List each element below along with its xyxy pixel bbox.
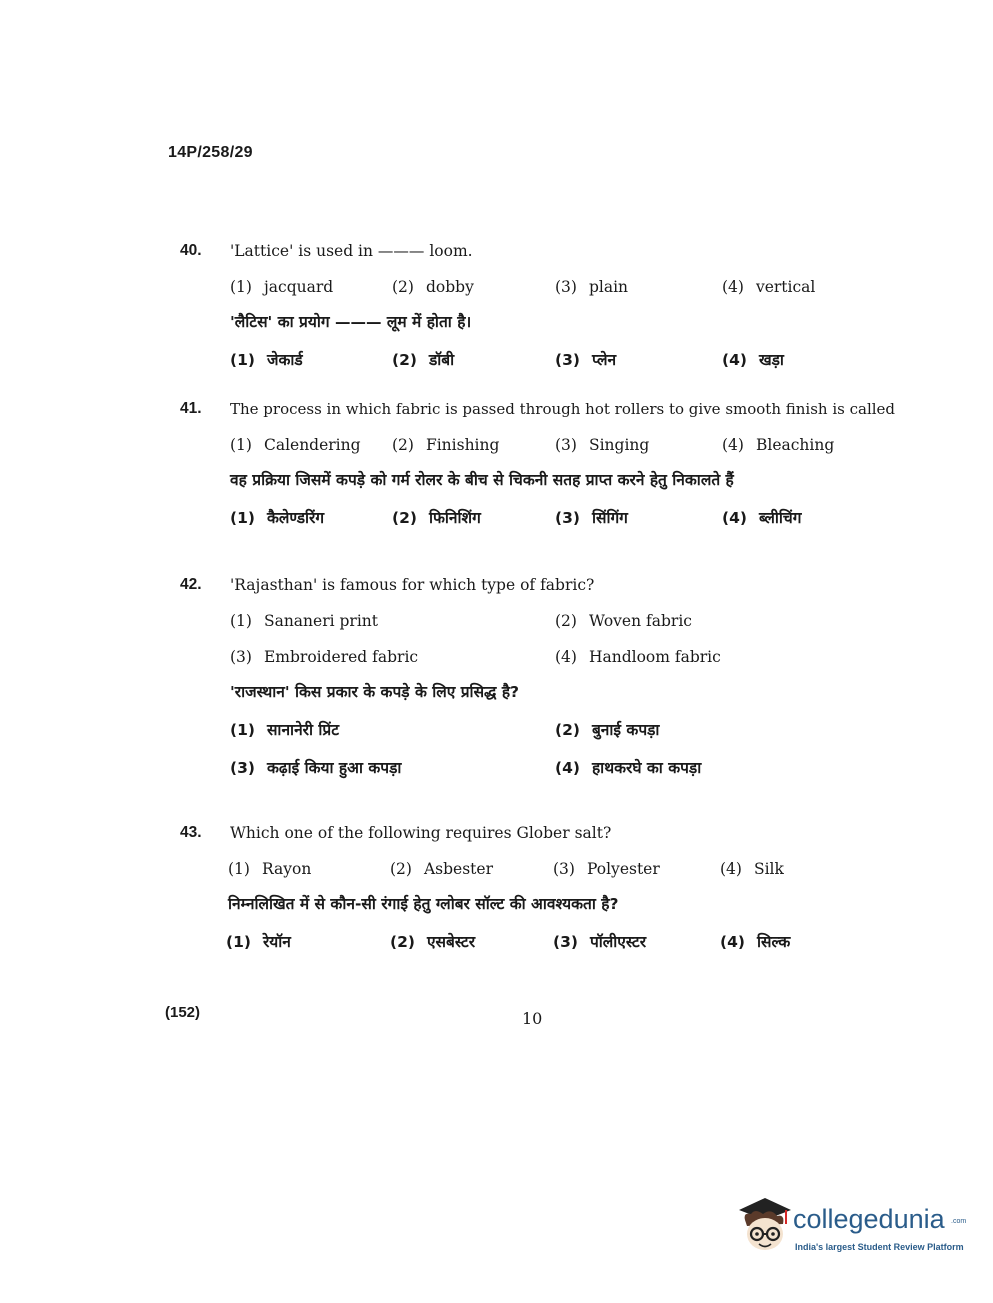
options-en-row1: (1) Sananeri print (2) Woven fabric [230,612,692,630]
paper-code: 14P/258/29 [168,144,253,161]
options-hi-row1: (1) सानानेरी प्रिंट (2) बुनाई कपड़ा [230,721,660,739]
logo-wordmark: collegedunia [793,1204,945,1234]
question-40 [180,242,920,372]
option-1: (1) jacquard [230,278,334,296]
question-number: 40. [180,242,202,259]
question-number: 42. [180,576,202,593]
question-41 [180,400,920,530]
question-text-en: Which one of the following requires Glober salt? [230,824,612,842]
question-text-en: 'Rajasthan' is famous for which type of fabric? [230,576,595,594]
page-number: 10 [522,1009,543,1028]
options-hi: (1) रेयॉन (2) एसबेस्टर (3) पॉलीएस्टर (4) सिल्क [226,933,791,951]
options-en-row2: (3) Embroidered fabric (4) Handloom fabric [230,648,721,666]
question-43 [180,824,920,954]
options-en: (1) Rayon (2) Asbester (3) Polyester (4) Silk [228,860,784,878]
question-text-en: 'Lattice' is used in ——— loom. [230,242,473,260]
question-text-en: The process in which fabric is passed through hot rollers to give smooth finish is called [230,400,896,418]
options-hi: (1) कैलेण्डरिंग (2) फिनिशिंग (3) सिंगिंग (4) ब्लीचिंग [230,509,802,527]
question-text-hi: 'राजस्थान' किस प्रकार के कपड़े के लिए प्रसिद्ध है? [230,683,520,701]
option-4: (4) vertical [722,278,816,296]
options-hi-row2: (3) कढ़ाई किया हुआ कपड़ा (4) हाथकरघे का कपड़ा [230,759,702,777]
options-hi: (1) जेकार्ड (2) डॉबी (3) प्लेन (4) खड़ा [230,351,784,369]
question-number: 43. [180,824,202,841]
option-3: (3) plain [555,278,629,296]
question-text-hi: वह प्रक्रिया जिसमें कपड़े को गर्म रोलर के बीच से चिकनी सतह प्राप्त करने हेतु निकालते हैं [230,471,734,489]
footer-code: (152) [165,1004,201,1021]
question-42 [180,576,920,780]
student-mascot-icon [735,1196,795,1262]
logo-tagline: India's largest Student Review Platform [795,1242,964,1252]
collegedunia-logo [735,1196,965,1266]
options-en: (1) Calendering (2) Finishing (3) Singing (4) Bleaching [230,436,835,454]
question-text-hi: 'लैटिस' का प्रयोग ——— लूम में होता है। [230,313,472,331]
options-en [180,278,920,302]
question-text-hi: निम्नलिखित में से कौन-सी रंगाई हेतु ग्लोबर सॉल्ट की आवश्यकता है? [228,895,619,913]
logo-suffix: .com [951,1218,967,1225]
option-2: (2) dobby [392,278,474,296]
question-number: 41. [180,400,202,417]
